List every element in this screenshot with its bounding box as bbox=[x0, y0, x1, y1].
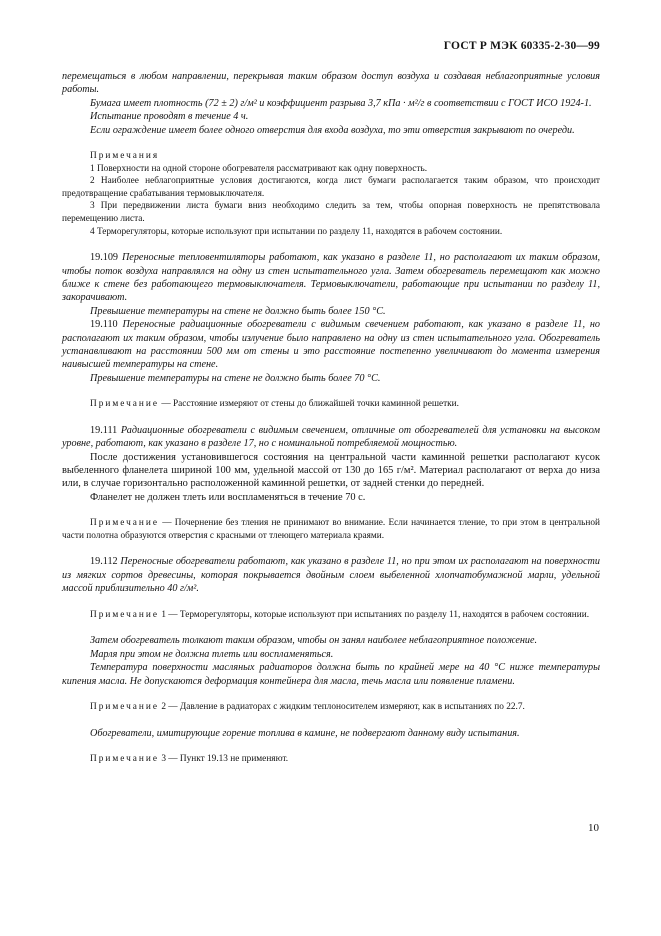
paragraph: Температура поверхности масляных радиаторов должна быть по крайней мере на 40 °С ниже температуры кипения масла. Не допускаются деформация контейнера для масла, течь масла или появление пламени. bbox=[62, 662, 600, 687]
note-label: Примечание bbox=[90, 753, 159, 764]
note-item: 1 Поверхности на одной стороне обогревателя рассматривают как одну поверхность. bbox=[90, 163, 428, 174]
note bbox=[62, 398, 600, 411]
note-label: Примечание bbox=[90, 701, 159, 712]
note-text: 2 — Давление в радиаторах с жидким теплоносителем измеряют, как в испытаниях по 22.7. bbox=[159, 701, 525, 712]
clause-text: Переносные тепловентиляторы работают, как указано в разделе 11, но располагают их таким образом, чтобы поток воздуха направлялся на одну из стен испытательного угла. Затем обогреватель перемещают как можно ближе к стене без работающего термовыключателя. Термовыключатели, работающие при испытании по разделу 11, закорачивают. bbox=[62, 252, 600, 304]
note bbox=[62, 517, 600, 542]
note-text: 1 — Терморегуляторы, которые используют при испытаниях по разделу 11, находятся в рабочем состоянии. bbox=[159, 609, 590, 620]
clause-number: 19.112 bbox=[90, 556, 118, 568]
note-label: Примечание bbox=[90, 399, 159, 410]
note bbox=[62, 609, 600, 622]
document-header: ГОСТ Р МЭК 60335-2-30—99 bbox=[443, 40, 600, 52]
paragraph: Затем обогреватель толкают таким образом, чтобы он занял наиболее неблагоприятное положение. bbox=[90, 635, 538, 647]
clause-19-109 bbox=[62, 251, 600, 305]
paragraph: Превышение температуры на стене не должно быть более 70 °С. bbox=[90, 372, 381, 384]
note-item: 4 Терморегуляторы, которые используют при испытании по разделу 11, находятся в рабочем состоянии. bbox=[90, 226, 503, 237]
paragraph: Марля при этом не должна тлеть или воспламеняться. bbox=[90, 648, 334, 660]
paragraph: перемещаться в любом направлении, перекрывая таким образом доступ воздуха и создавая неблагоприятные условия работы. bbox=[62, 71, 600, 96]
note-text: 3 — Пункт 19.13 не применяют. bbox=[159, 753, 289, 764]
note bbox=[62, 701, 600, 714]
paragraph: Если ограждение имеет более одного отверстия для входа воздуха, то эти отверстия закрывают по очереди. bbox=[90, 124, 575, 136]
paragraph: Фланелет не должен тлеть или воспламеняться в течение 70 с. bbox=[90, 491, 366, 503]
note-text: — Расстояние измеряют от стены до ближайшей точки каминной решетки. bbox=[159, 399, 459, 410]
paragraph: После достижения установившегося состояния на центральной части каминной решетки располагают кусок выбеленного фланелета шириной 100 мм, удельной массой от 130 до 165 г/м². Материал располагают от верха до низа или, в случае горизонтально расположенной каминной решетки, от задней стенки до передней. bbox=[62, 451, 600, 490]
paragraph: Обогреватели, имитирующие горение топлива в камине, не подвергают данному виду испытания. bbox=[90, 727, 520, 739]
clause-19-112 bbox=[62, 555, 600, 595]
clause-19-111 bbox=[62, 424, 600, 451]
clause-number: 19.110 bbox=[90, 319, 118, 331]
clause-text: Переносные радиационные обогреватели с видимым свечением работают, как указано в разделе 11, но располагают их таким образом, чтобы излучение было направлено на одну из стен испытательного угла. Обогреватель устанавливают на расстоянии 500 мм от стены и это расстояние постепенно увеличивают до момента измерения наивысшей температуры на стене. bbox=[62, 319, 600, 371]
clause-number: 19.109 bbox=[90, 252, 119, 264]
notes-heading: Примечания bbox=[90, 151, 160, 162]
note-text: — Почернение без тления не принимают во внимание. Если начинается тление, то при этом в центральной части полотна образуются отверстия с красными от тлеющего материала краями. bbox=[62, 518, 600, 541]
paragraph: Превышение температуры на стене не должно быть более 150 °С. bbox=[90, 305, 386, 317]
clause-text: Радиационные обогреватели с видимым свечением, отличные от обогревателей для установки на высоком уровне, работают, как указано в разделе 17, но с номинальной потребляемой мощностью. bbox=[62, 424, 601, 450]
note-label: Примечание bbox=[90, 518, 159, 529]
page-number: 10 bbox=[588, 822, 599, 834]
note bbox=[62, 753, 600, 766]
paragraph: Испытание проводят в течение 4 ч. bbox=[90, 111, 249, 123]
note-item: 2 Наиболее неблагоприятные условия достигаются, когда лист бумаги располагается таким образом, что происходит предотвращение срабатывания термовыключателя. bbox=[62, 176, 600, 199]
note-item: 3 При передвижении листа бумаги вниз необходимо следить за тем, чтобы опорная поверхность не препятствовала перемещению листа. bbox=[62, 201, 600, 224]
paragraph: Бумага имеет плотность (72 ± 2) г/м² и коэффициент разрыва 3,7 кПа · м²/г в соответствии с ГОСТ ИСО 1924-1. bbox=[90, 97, 592, 109]
clause-text: Переносные обогреватели работают, как указано в разделе 11, но при этом их располагают на поверхности из мягких сортов древесины, которая покрывается двойным слоем выбеленной хлопчатобумажной марли, удельной массой приблизительно 40 г/м². bbox=[62, 556, 601, 595]
document-body bbox=[62, 70, 600, 766]
clause-number: 19.111 bbox=[90, 424, 118, 436]
clause-19-110 bbox=[62, 318, 600, 372]
note-label: Примечание bbox=[90, 609, 159, 620]
